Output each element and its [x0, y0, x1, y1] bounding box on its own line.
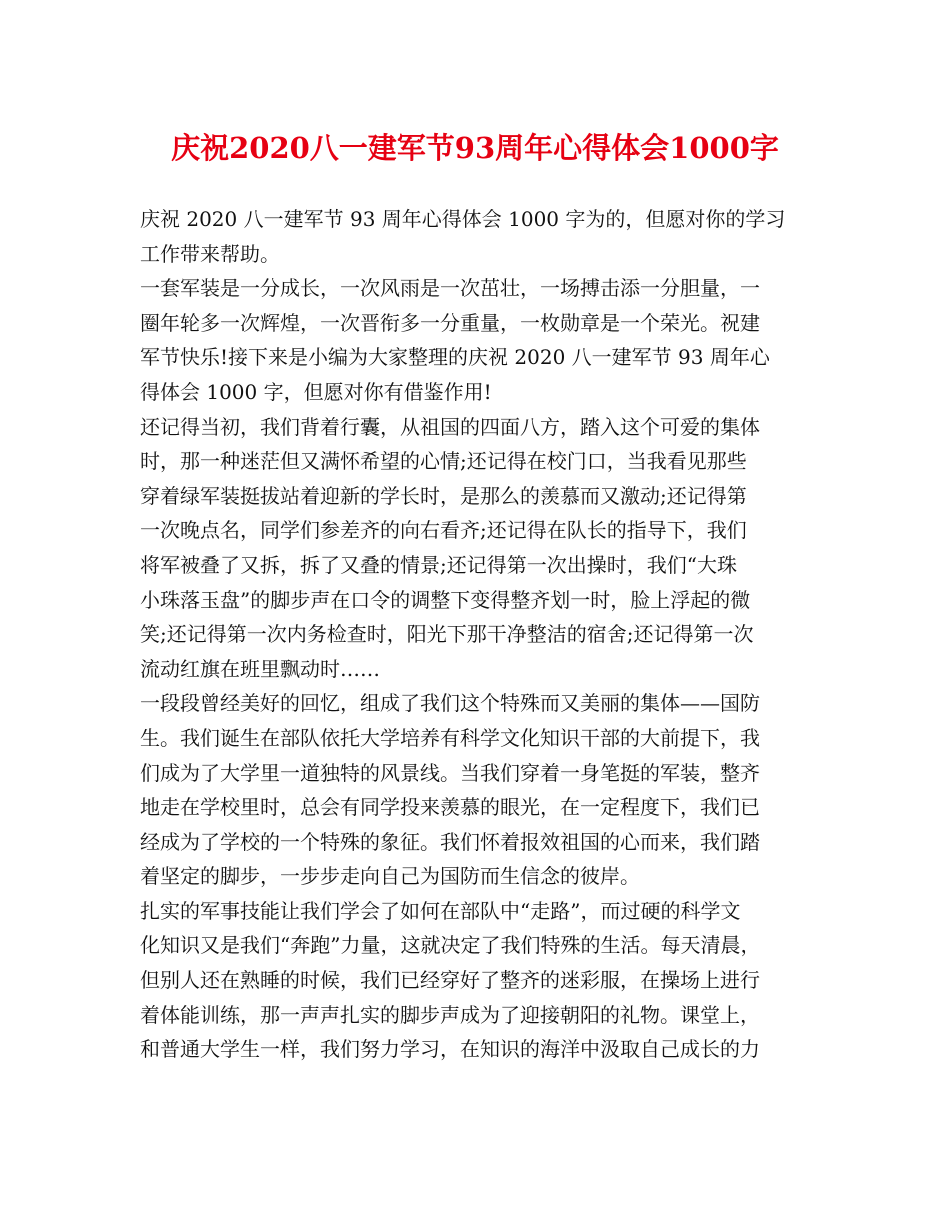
body-line: 军节快乐!接下来是小编为大家整理的庆祝 2020 八一建军节 93 周年心: [140, 345, 770, 370]
body-line: 小珠落玉盘”的脚步声在口令的调整下变得整齐划一时，脸上浮起的微: [140, 587, 751, 612]
body-line: 但别人还在熟睡的时候，我们已经穿好了整齐的迷彩服，在操场上进行: [140, 968, 760, 993]
body-line: 和普通大学生一样，我们努力学习，在知识的海洋中汲取自己成长的力: [140, 1037, 760, 1062]
body-line: 将军被叠了又拆，拆了又叠的情景;还记得第一次出操时，我们“大珠: [140, 552, 737, 577]
body-line: 们成为了大学里一道独特的风景线。当我们穿着一身笔挺的军装，整齐: [140, 760, 760, 785]
body-line: 一套军装是一分成长，一次风雨是一次茁壮，一场搏击添一分胆量，一: [140, 276, 760, 301]
body-line: 穿着绿军装挺拔站着迎新的学长时，是那么的羡慕而又激动;还记得第: [140, 483, 747, 508]
body-line: 扎实的军事技能让我们学会了如何在部队中“走路”，而过硬的科学文: [140, 898, 741, 923]
body-line: 庆祝 2020 八一建军节 93 周年心得体会 1000 字为的，但愿对你的学习: [140, 207, 786, 231]
body-line: 一段段曾经美好的回忆，组成了我们这个特殊而又美丽的集体——国防: [140, 691, 760, 716]
body-line: 时，那一种迷茫但又满怀希望的心情;还记得在校门口，当我看见那些: [140, 449, 747, 474]
body-line: 化知识又是我们“奔跑”力量，这就决定了我们特殊的生活。每天清晨，: [140, 933, 761, 958]
body-line: 一次晚点名，同学们参差齐的向右看齐;还记得在队长的指导下，我们: [140, 518, 747, 543]
body-line: 还记得当初，我们背着行囊，从祖国的四面八方，踏入这个可爱的集体: [140, 414, 760, 439]
body-line: 着体能训练，那一声声扎实的脚步声成为了迎接朝阳的礼物。课堂上，: [140, 1002, 760, 1027]
body-line: 生。我们诞生在部队依托大学培养有科学文化知识干部的大前提下，我: [140, 725, 760, 750]
body-line: 流动红旗在班里飘动时……: [140, 656, 380, 681]
body-line: 经成为了学校的一个特殊的象征。我们怀着报效祖国的心而来，我们踏: [140, 829, 760, 854]
body-line: 着坚定的脚步，一步步走向自己为国防而生信念的彼岸。: [140, 864, 640, 889]
document-title: 庆祝2020八一建军节93周年心得体会1000字: [171, 131, 779, 165]
body-line: 圈年轮多一次辉煌，一次晋衔多一分重量，一枚勋章是一个荣光。祝建: [140, 310, 760, 335]
body-line: 得体会 1000 字，但愿对你有借鉴作用!: [140, 379, 492, 404]
body-line: 工作带来帮助。: [140, 241, 280, 266]
body-line: 地走在学校里时，总会有同学投来羡慕的眼光，在一定程度下，我们已: [140, 795, 760, 820]
body-line: 笑;还记得第一次内务检查时，阳光下那干净整洁的宿舍;还记得第一次: [140, 622, 754, 647]
document-body: [140, 202, 820, 1067]
